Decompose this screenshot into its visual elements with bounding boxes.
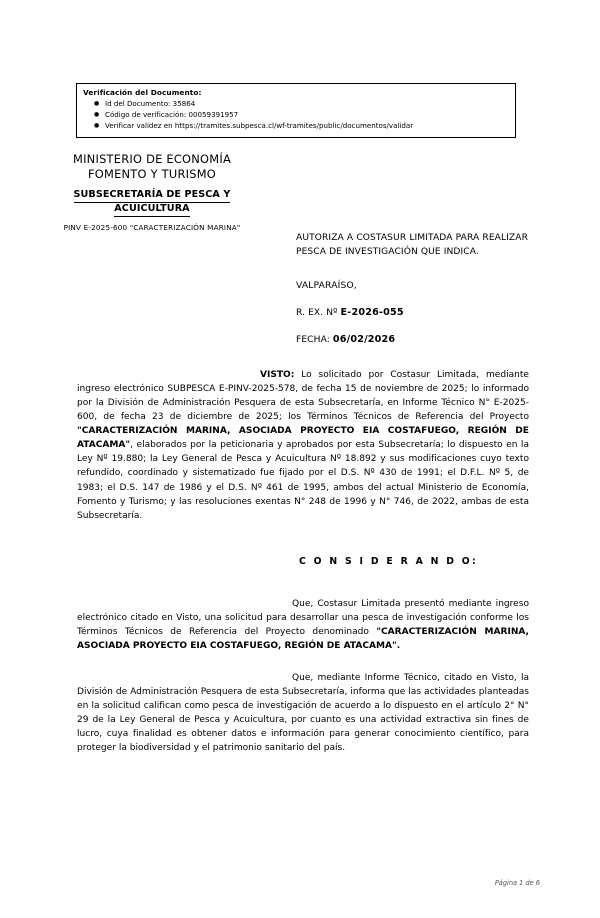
resolution-number-label: R. EX. Nº <box>296 307 338 318</box>
page-footer: Página 1 de 6 <box>494 879 540 887</box>
subsecretary-name <box>28 189 276 216</box>
project-code: PINV E-2025-600 "CARACTERIZACIÓN MARINA" <box>63 222 241 232</box>
date-value: 06/02/2026 <box>332 333 396 345</box>
considerando-paragraph-2 <box>77 671 529 755</box>
verification-item-text: Id del Documento: 35864 <box>105 98 196 108</box>
visto-text-2: , elaborados por la peticionaria y aprobados por esta Subsecretaría; lo dispuesto en la Ley Nº 19.880; la Ley General de Pesca y Acuicultura Nº 18.892 y sus modificaciones cuyo texto refundido, coordinado y sistematizado fue fijado por el D.S. Nº 430 de 1991; el D.F.L. Nº 5, de 1983; el D.S. 147 de 1986 y el D.S. Nº 461 de 1995, ambos del actual Ministerio de Economía, Fomento y Turismo; y las resoluciones exentas N° 248 de 1996 y N° 746, de 2022, ambas de esta Subsecretaría. <box>77 440 529 521</box>
considerando-2-text: Que, mediante Informe Técnico, citado en Visto, la División de Administración Pesquera de esta Subsecretaría, informa que las actividades planteadas en la solicitud califican como pesca de investigación de acuerdo a lo dispuesto en el artículo 2° N° 29 de la Ley General de Pesca y Acuicultura, por cuanto es una actividad extractiva sin fines de lucro, cuya finalidad es obtener datos e información para generar conocimiento científico, para proteger la biodiversidad y el patrimonio sanitario del país. <box>77 672 529 754</box>
visto-label: VISTO: <box>260 370 295 380</box>
considerando-1-text: Que, Costasur Limitada presentó mediante ingreso electrónico citado en Visto, una solicitud para desarrollar una pesca de investigación conforme los Términos Técnicos de Referencia del Proyecto denominado <box>77 598 529 637</box>
visto-paragraph <box>77 368 529 523</box>
bullet-icon: ● <box>94 100 100 108</box>
bullet-icon: ● <box>94 111 100 119</box>
subsecretary-line-2: ACUICULTURA <box>114 203 189 217</box>
heading-block <box>296 232 528 345</box>
letterhead <box>28 152 276 232</box>
considerando-paragraph-1 <box>77 597 529 653</box>
date-line <box>296 334 528 345</box>
place-line: VALPARAÍSO, <box>296 280 357 291</box>
verification-box <box>76 83 516 138</box>
ministry-name-line-2: FOMENTO Y TURISMO <box>87 167 217 182</box>
bullet-icon: ● <box>94 122 100 130</box>
subsecretary-line-1: SUBSECRETARÍA DE PESCA Y <box>74 189 231 203</box>
visto-text-1: Lo solicitado por Costasur Limitada, mediante ingreso electrónico SUBPESCA E-PINV-2025-578, de fecha 15 de noviembre de 2025; lo informado por la División de Administración Pesquera de esta Subsecretaría, en Informe Técnico N° E-2025-600, de fecha 23 de diciembre de 2025; los Términos Técnicos de Referencia del Proyecto <box>77 370 529 423</box>
verification-item-id <box>94 98 510 110</box>
resolution-number-line <box>296 307 528 318</box>
verification-title: Verificación del Documento: <box>83 88 202 97</box>
ministry-name-line-1: MINISTERIO DE ECONOMÍA <box>73 152 231 166</box>
subject-line: AUTORIZA A COSTASUR LIMITADA PARA REALIZAR PESCA DE INVESTIGACIÓN QUE INDICA. <box>296 233 528 257</box>
verification-item-text: Código de verificación: 00059391957 <box>105 109 239 119</box>
verification-item-code <box>94 109 510 121</box>
considerando-heading: C O N S I D E R A N D O: <box>299 555 479 567</box>
resolution-number-value: E-2026-055 <box>340 306 404 318</box>
document-body <box>77 368 529 755</box>
verification-item-text: Verificar validez en https://tramites.subpesca.cl/wf-tramites/public/documentos/validar <box>105 120 414 130</box>
verification-list <box>83 99 510 132</box>
considerando-1-project-name: "CARACTERIZACIÓN MARINA, ASOCIADA PROYECTO EIA COSTAFUEGO, REGIÓN DE ATACAMA". <box>77 626 529 651</box>
date-label: FECHA: <box>296 334 330 345</box>
visto-project-name: "CARACTERIZACIÓN MARINA, ASOCIADA PROYECTO EIA COSTAFUEGO, REGIÓN DE ATACAMA" <box>77 426 529 451</box>
verification-item-url <box>94 120 510 132</box>
